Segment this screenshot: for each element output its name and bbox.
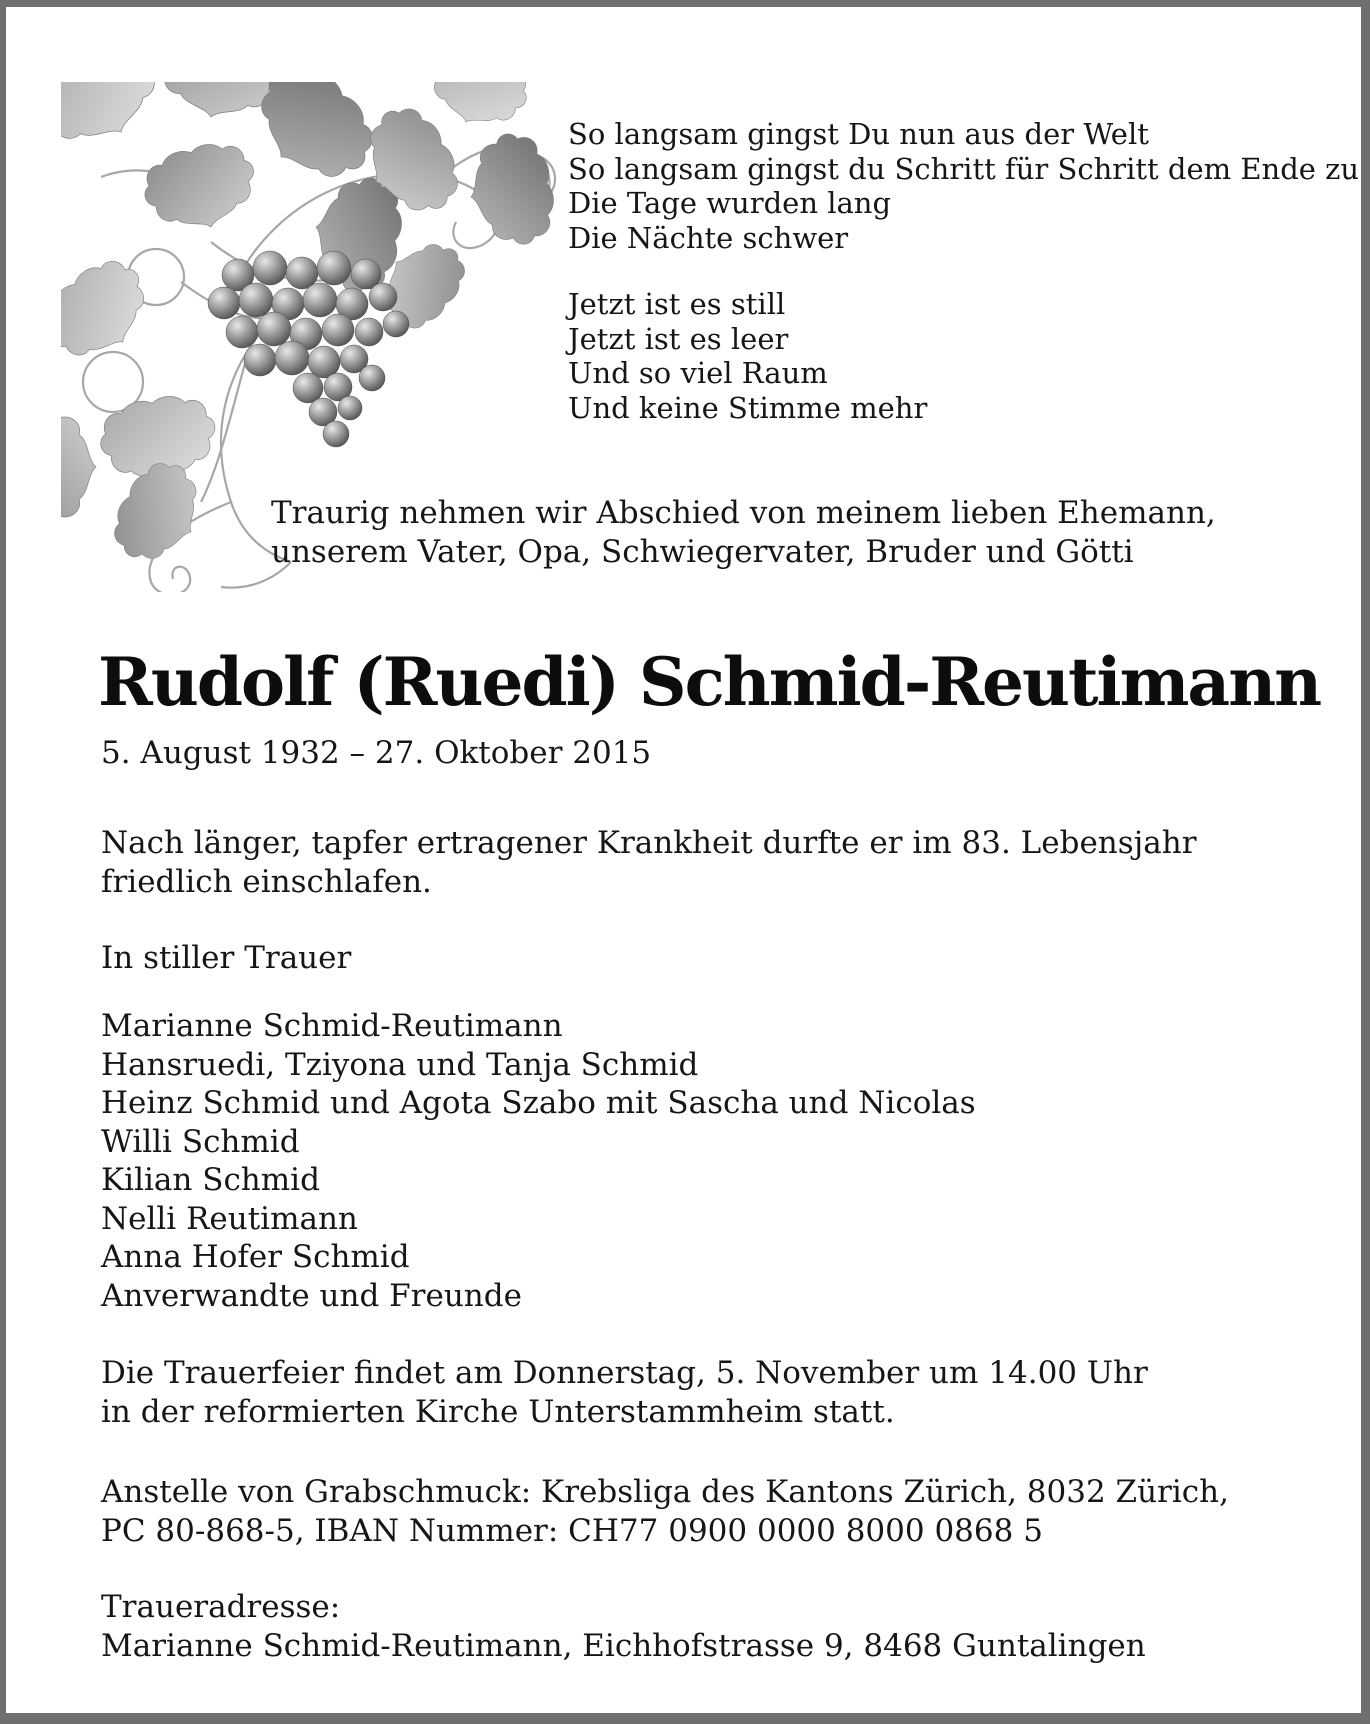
family-member: Marianne Schmid-Reutimann — [101, 1008, 563, 1044]
farewell-intro-line: unserem Vater, Opa, Schwiegervater, Bruder und Götti — [271, 534, 1134, 570]
family-member: Anverwandte und Freunde — [101, 1277, 522, 1314]
farewell-intro — [271, 494, 1216, 572]
donation-info-line: Anstelle von Grabschmuck: Krebsliga des Kantons Zürich, 8032 Zürich, — [101, 1474, 1229, 1510]
poem-stanza-2 — [568, 287, 1359, 425]
donation-info-line: PC 80-868-5, IBAN Nummer: CH77 0900 0000 8000 0868 5 — [101, 1512, 1043, 1549]
family-member: Heinz Schmid und Agota Szabo mit Sascha und Nicolas — [101, 1085, 976, 1121]
family-member: Kilian Schmid — [101, 1162, 320, 1198]
funeral-info-line: Die Trauerfeier findet am Donnerstag, 5. November um 14.00 Uhr — [101, 1355, 1148, 1391]
life-dates: 5. August 1932 – 27. Oktober 2015 — [101, 735, 652, 771]
announcement-line: Nach länger, tapfer ertragener Krankheit durfte er im 83. Lebensjahr — [101, 825, 1197, 861]
deceased-name: Rudolf (Ruedi) Schmid-Reutimann — [98, 643, 1321, 721]
death-announcement — [101, 824, 1197, 901]
poem-line: So langsam gingst Du nun aus der Welt — [568, 117, 1149, 151]
mourning-address-line: Marianne Schmid-Reutimann, Eichhofstrasse 9, 8468 Guntalingen — [101, 1627, 1146, 1664]
poem-line: Und keine Stimme mehr — [568, 390, 928, 425]
poem-line: Die Nächte schwer — [568, 220, 849, 255]
mourning-address-heading: Traueradresse: — [101, 1589, 341, 1625]
family-member: Willi Schmid — [101, 1123, 300, 1160]
announcement-line: friedlich einschlafen. — [101, 863, 432, 900]
poem-stanza-1 — [568, 117, 1359, 255]
poem-line: Jetzt ist es leer — [568, 321, 789, 356]
poem-line: Und so viel Raum — [568, 356, 828, 390]
family-member: Hansruedi, Tziyona und Tanja Schmid — [101, 1046, 699, 1083]
mourning-heading — [101, 939, 351, 978]
mourning-heading-text: In stiller Trauer — [101, 940, 352, 976]
mourning-family-list — [101, 1007, 976, 1315]
poem-line: Die Tage wurden lang — [568, 186, 892, 220]
family-member: Nelli Reutimann — [101, 1200, 358, 1237]
poem-line: Jetzt ist es still — [568, 287, 786, 321]
donation-info — [101, 1473, 1229, 1550]
farewell-intro-line: Traurig nehmen wir Abschied von meinem lieben Ehemann, — [271, 495, 1216, 531]
poem — [568, 117, 1359, 425]
funeral-info — [101, 1354, 1148, 1431]
poem-line: So langsam gingst du Schritt für Schritt dem Ende zu — [568, 151, 1360, 186]
family-member: Anna Hofer Schmid — [101, 1239, 410, 1275]
funeral-info-line: in der reformierten Kirche Unterstammheim statt. — [101, 1393, 895, 1430]
mourning-address — [101, 1588, 1146, 1665]
